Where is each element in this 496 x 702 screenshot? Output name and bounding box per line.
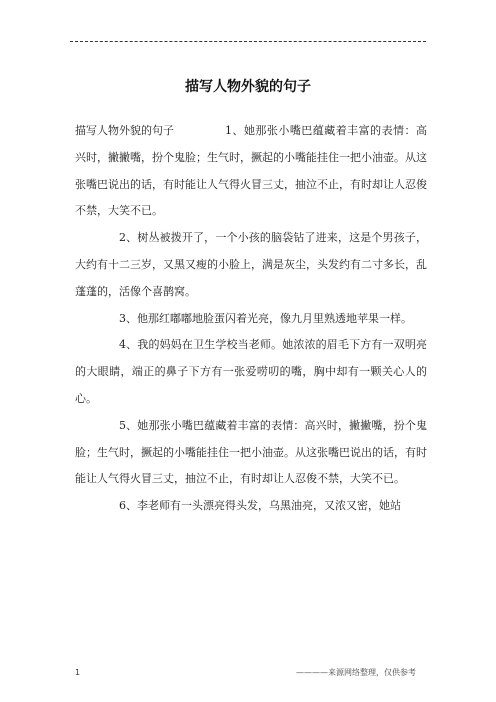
- footer-source-note: ————来源网络整理，仅供参考: [296, 668, 416, 677]
- paragraph-label: 描写人物外貌的句子: [75, 124, 174, 137]
- paragraph-text: 1、她那张小嘴巴蕴藏着丰富的表情：高兴时，撇撇嘴，扮个鬼脸；生气时，撅起的小嘴能挂住一把小油壶。从这张嘴巴说出的话，有时能让人气得火冒三丈，抽泣不止，有时却让人忍俊不禁，大笑不已。: [75, 124, 427, 218]
- paragraph-4: 4、我的妈妈在卫生学校当老师。她浓浓的眉毛下方有一双明亮的大眼睛，端正的鼻子下方有一张爱唠叨的嘴，胸中却有一颗关心人的心。: [75, 338, 427, 405]
- paragraph-5: 5、她那张小嘴巴蕴藏着丰富的表情：高兴时，撇撇嘴，扮个鬼脸；生气时，撅起的小嘴能挂住一把小油壶。从这张嘴巴说出的话，有时能让人气得火冒三丈，抽泣不止，有时却让人忍俊不禁，大笑不已。: [75, 418, 427, 486]
- page-title: 描写人物外貌的句子: [185, 79, 311, 95]
- document-body: [75, 118, 427, 520]
- paragraph-2: 2、树丛被拨开了，一个小孩的脑袋钻了进来，这是个男孩子，大约有十二三岁，又黑又瘦的小脸上，满是灰尘，头发约有二寸多长，乱蓬蓬的，活像个喜鹊窝。: [75, 231, 427, 298]
- paragraph-3: 3、他那红嘟嘟地脸蛋闪着光亮，像九月里熟透地苹果一样。: [119, 311, 412, 325]
- page-number: 1: [75, 668, 81, 677]
- paragraph-6: 6、李老师有一头漂亮得头发，乌黑油亮，又浓又密，她站: [119, 499, 401, 513]
- paragraph-1: [75, 118, 427, 225]
- header-dashed-rule: [70, 41, 426, 42]
